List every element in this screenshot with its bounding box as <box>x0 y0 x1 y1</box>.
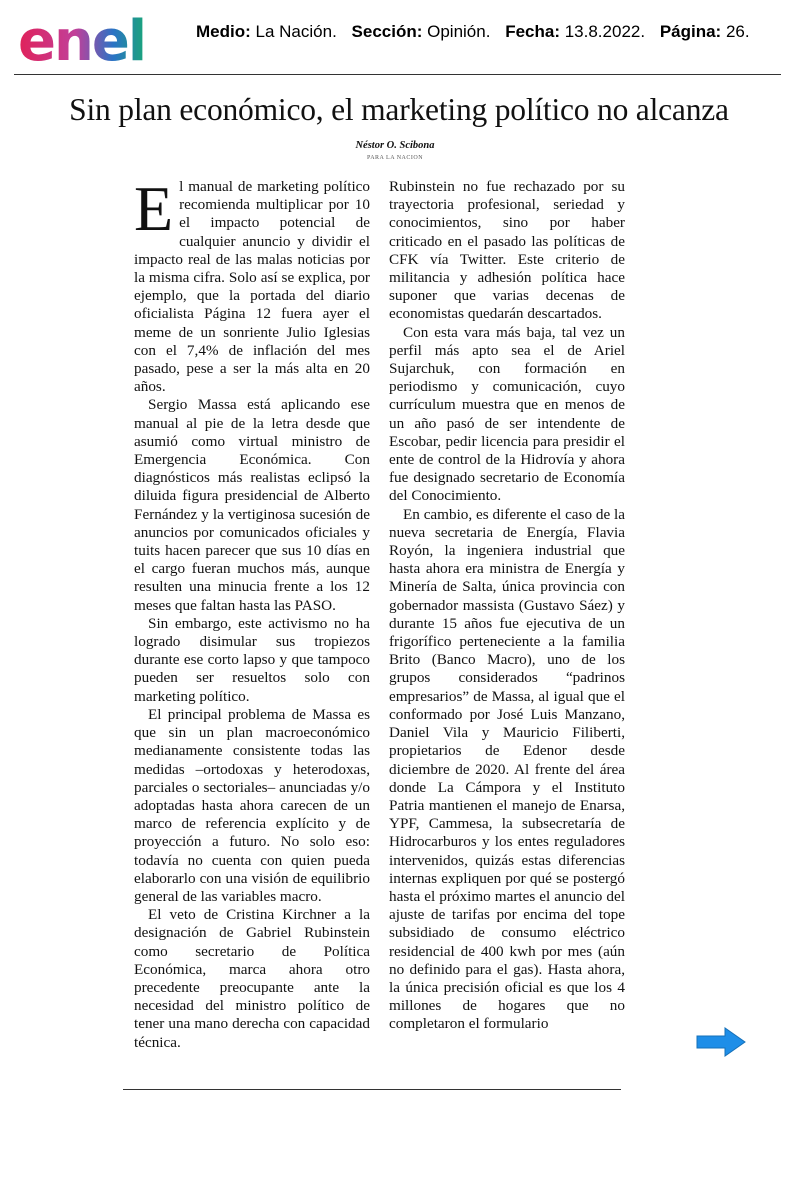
medio-value: La Nación. <box>255 22 337 41</box>
pagina-label: Página: <box>659 22 722 41</box>
enel-logo <box>18 10 168 68</box>
clipping-header <box>0 0 800 75</box>
fecha-label: Fecha: <box>505 22 560 41</box>
article-headline: Sin plan económico, el marketing político no alcanza <box>69 92 729 127</box>
author-affiliation: PARA LA NACION <box>366 155 424 161</box>
seccion-value: Opinión. <box>427 22 491 41</box>
paragraph: El principal problema de Massa es que sin un plan macroeconómico medianamente consistente todas las medidas –ortodoxas y heterodoxas, parciales o sectoriales– anunciadas y/o adoptadas hasta ahora carecen de un marco de referencia explícito y de proyección a futuro. No solo eso: todavía no cuenta con quien pueda elaborarlo con una visión de equilibrio general de las variables macro. <box>134 705 370 905</box>
logo-text: enel <box>18 10 146 68</box>
seccion-label: Sección: <box>351 22 423 41</box>
clipping-metadata <box>196 22 750 42</box>
paragraph: Rubinstein no fue rechazado por su trayectoria profesional, seriedad y conocimientos, sino por haber criticado en el pasado las políticas de CFK vía Twitter. Este criterio de militancia y adhesión política hace suponer que varias decenas de economistas quedarán descartados. <box>389 178 625 323</box>
pagina-value: 26. <box>725 22 750 41</box>
article-column-1 <box>134 173 370 1052</box>
header-divider <box>14 74 781 75</box>
paragraph: En cambio, es diferente el caso de la nueva secretaria de Energía, Flavia Royón, la ingeniera industrial que hasta ahora era ministra de Energía y Minería de Salta, única provincia con gobernador massista (Gustavo Sáez) y durante 15 años fue ejecutiva de un frigorífico perteneciente a la familia Brito (Banco Macro), uno de los grupos considerados “padrinos empresarios” de Massa, al igual que el conformado por José Luis Manzano, Daniel Vila y Mauricio Filiberti, propietarios de Edenor desde diciembre de 2020. Al frente del área donde La Cámpora y el Instituto Patria mantienen el manejo de Enarsa, YPF, Cammesa, la subsecretaría de Hidrocarburos y los entes reguladores intervenidos, quizás estas diferencias internas expliquen por qué se postergó hasta el próximo martes el anuncio del ajuste de tarifas por encima del tope subsidiado de consumo eléctrico residencial de 400 kwh por mes (aún no definido para el gas). Hasta ahora, la única precisión oficial es que los 4 millones de hogares que no completaron el formulario <box>389 505 625 1033</box>
medio-label: Medio: <box>196 22 251 41</box>
paragraph: Con esta vara más baja, tal vez un perfil más apto sea el de Ariel Sujarchuk, con formación en periodismo y comunicación, cuyo currículum muestra que en menos de un año pasó de ser intendente de Escobar, pedir licencia para presidir el ente de control de la Hidrovía y ahora fue designado secretario de Economía del Conocimiento. <box>389 323 625 505</box>
article-author: Néstor O. Scibona <box>355 140 435 151</box>
fecha-value: 13.8.2022. <box>564 22 646 41</box>
paragraph: l manual de marketing político recomienda multiplicar por 10 el impacto potencial de cualquier anuncio y dividir el impacto real de las malas noticias por la misma cifra. Solo así se explica, por ejemplo, que la portada del diario oficialista Página 12 fuera ayer el meme de un sonriente Julio Iglesias con el 7,4% de inflación del mes pasado, pese a ser la más alta en 20 años. <box>134 178 370 396</box>
footer-divider <box>123 1089 621 1090</box>
right-arrow-icon[interactable] <box>695 1026 747 1058</box>
drop-cap: E <box>134 173 174 244</box>
paragraph: Sin embargo, este activismo no ha logrado disimular sus tropiezos durante ese corto lapso y que tampoco pueden ser resueltos solo con marketing político. <box>134 614 370 705</box>
paragraph: Sergio Massa está aplicando ese manual al pie de la letra desde que asumió como virtual ministro de Emergencia Económica. Con diagnósticos más realistas eclipsó la diluida figura presidencial de Alberto Fernández y la vertiginosa sucesión de anuncios por comunicados oficiales y tuits hacen parecer que sus 10 días en el cargo fueran muchos más, aunque resulten una minucia frente a los 12 meses que faltan hasta las PASO. <box>134 396 370 614</box>
paragraph: El veto de Cristina Kirchner a la designación de Gabriel Rubinstein como secretario de Política Económica, marca ahora otro precedente preocupante ante la necesidad del ministro político de tener una mano derecha con capacidad técnica. <box>134 906 370 1051</box>
article-column-2 <box>389 178 625 1034</box>
